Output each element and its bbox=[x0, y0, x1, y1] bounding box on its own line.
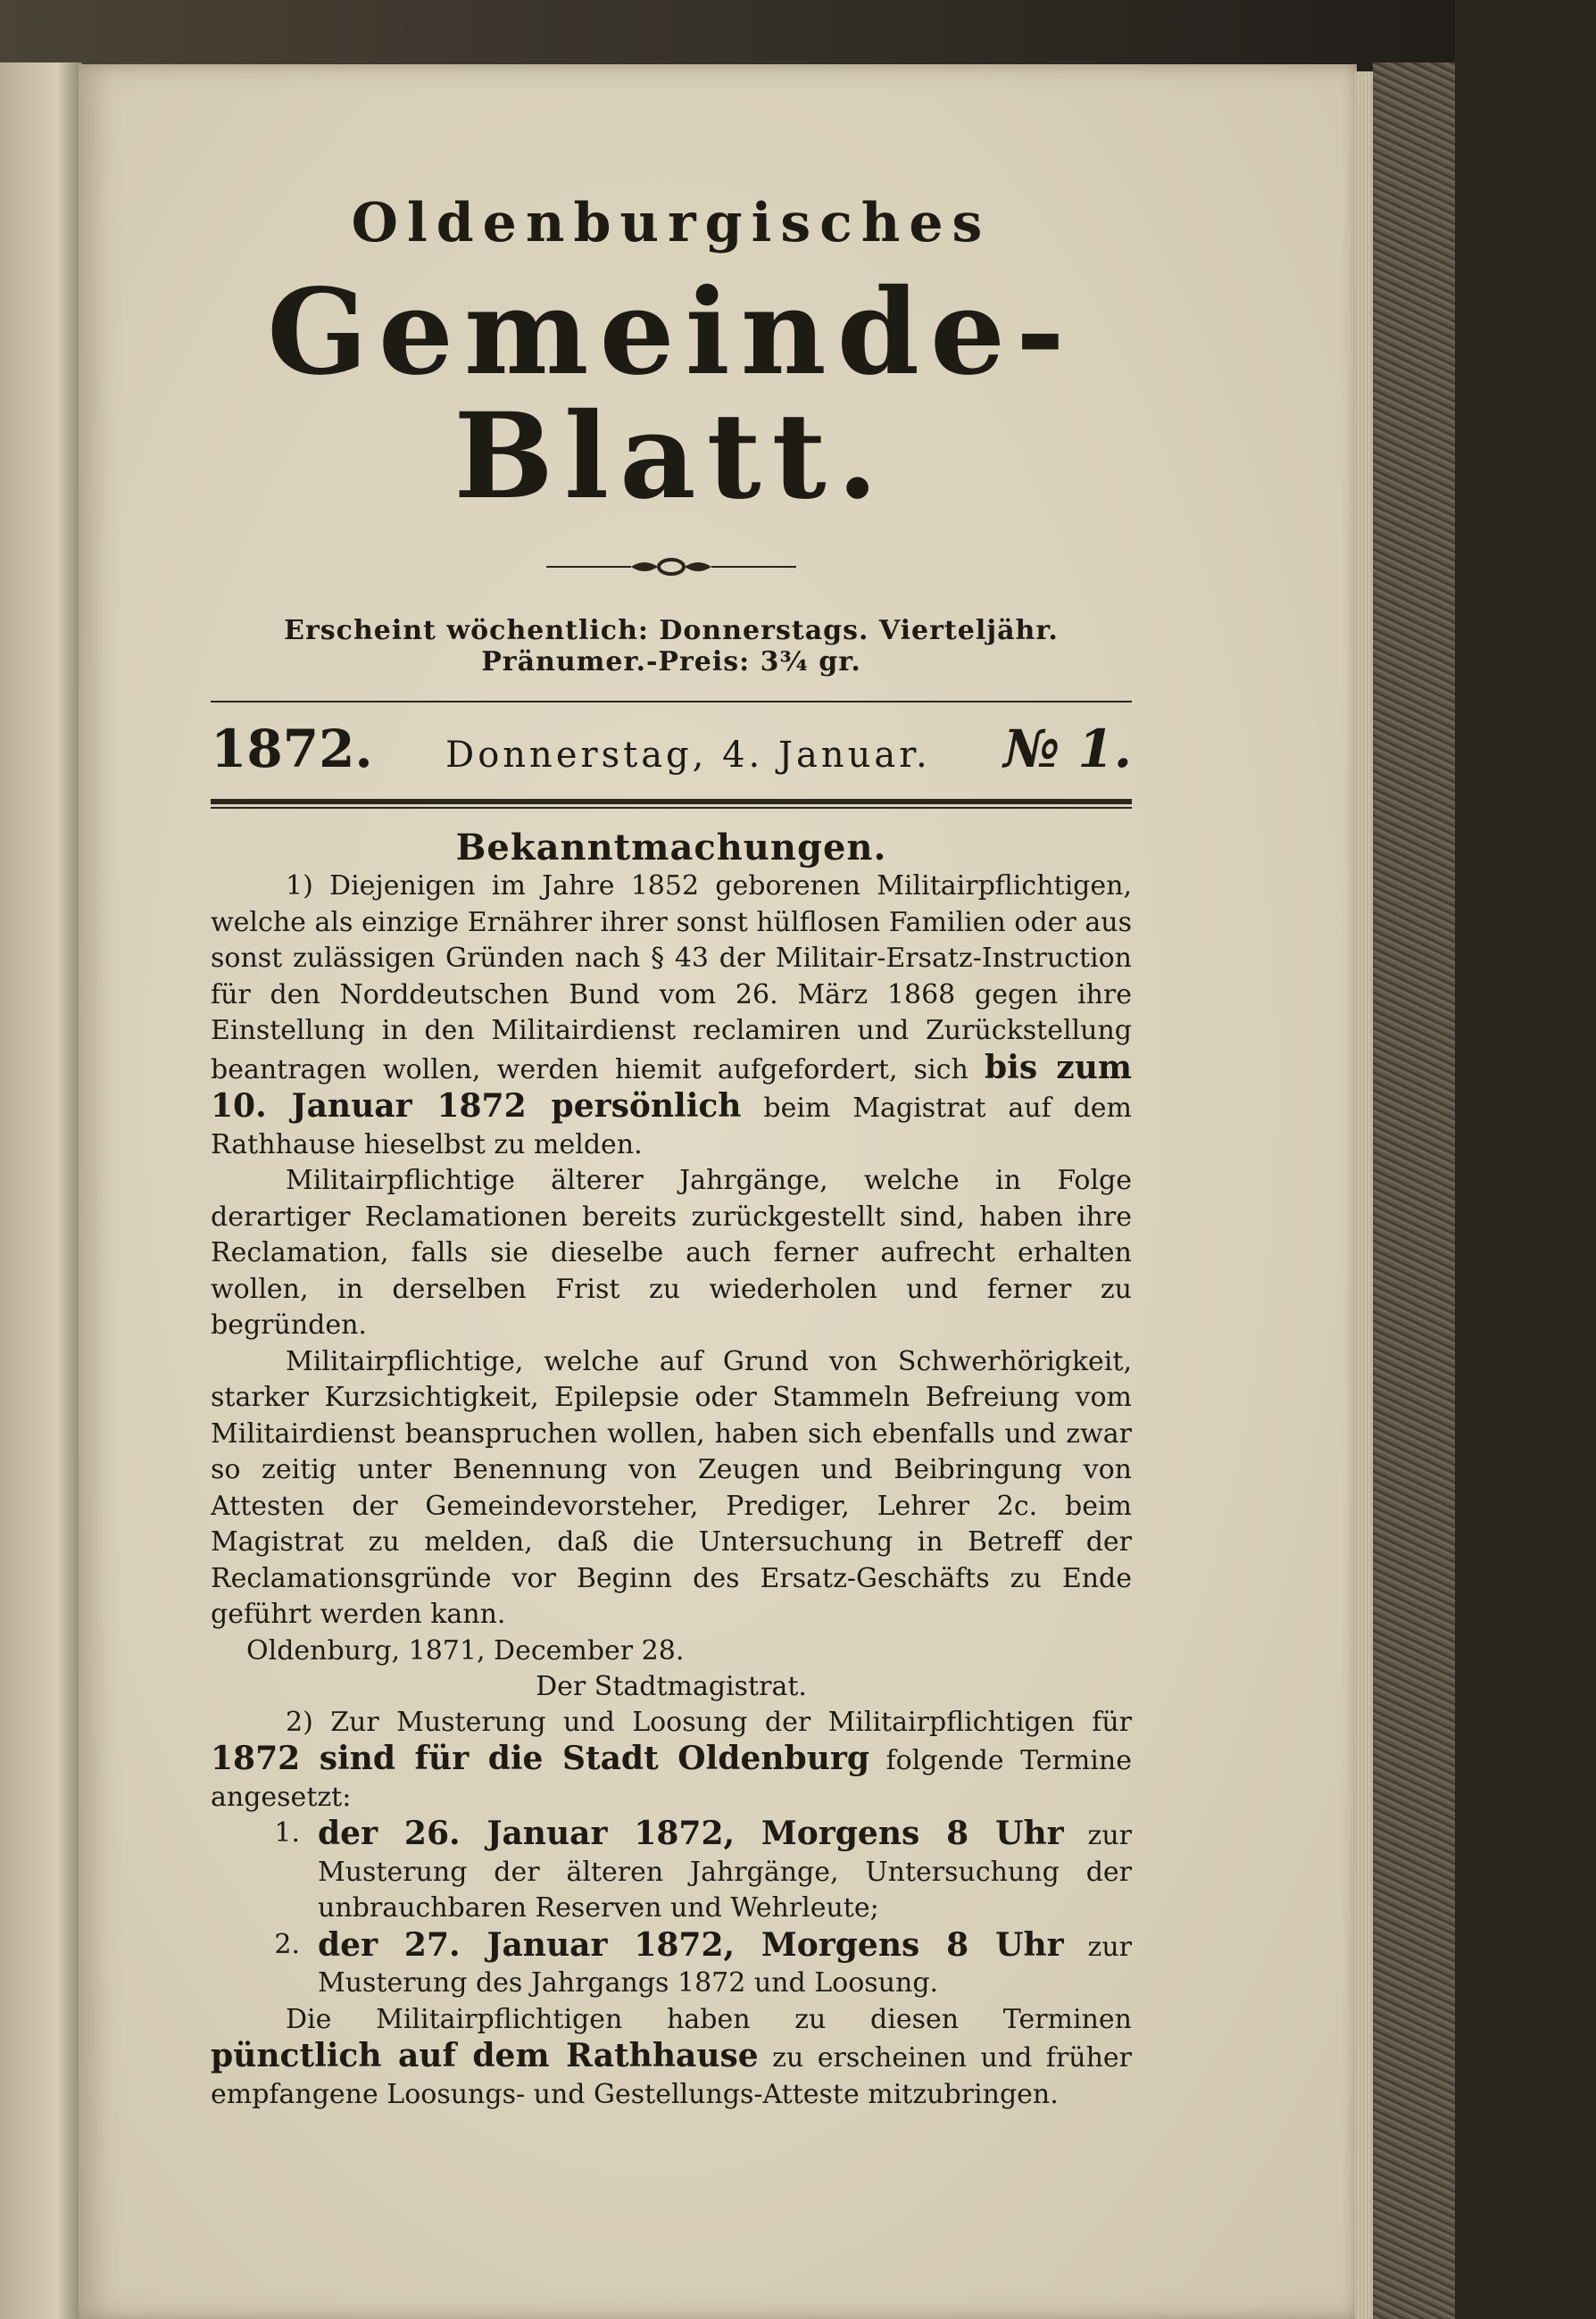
notice-1-text: 1) Diejenigen im Jahre 1852 geborenen Militairpflichtigen, welche als einzige Ernährer ihrer sonst hülflosen Familien oder aus sonst zulässigen Gründen nach § 43 der Militair-Ersatz-Instruction für den Norddeutschen Bund vom 26. März 1868 gegen ihre Einstellung in den Militairdienst reclamiren und Zurückstellung beantragen wollen, werden hiemit aufgefordert, sich bbox=[211, 870, 1132, 1085]
divider-thin-rule bbox=[211, 807, 1132, 809]
term-description: zur Musterung der älteren Jahrgänge, Untersuchung der unbrauchbaren Reserven und Wehrleute; bbox=[318, 1820, 1132, 1924]
subscription-info: Erscheint wöchentlich: Donnerstags. Vierteljähr. Pränumer.-Preis: 3¾ gr. bbox=[284, 615, 1059, 678]
cover-shadow bbox=[1455, 0, 1596, 2319]
issue-number: № 1. bbox=[1003, 719, 1132, 780]
notice-2-intro-text: 2) Zur Musterung und Loosung der Militairpflichtigen für bbox=[286, 1706, 1132, 1738]
issue-year: 1872. bbox=[211, 719, 373, 780]
ornament-divider-icon bbox=[546, 549, 796, 585]
list-item bbox=[211, 1927, 1132, 2002]
book-cover bbox=[1373, 62, 1455, 2319]
notice-2-intro bbox=[211, 1705, 1132, 1816]
term-number: 2. bbox=[274, 1928, 300, 1960]
section-heading: Bekanntmachungen. bbox=[455, 827, 887, 869]
notice-2-intro-end: folgende Termine angesetzt: bbox=[211, 1745, 1132, 1813]
term-number: 1. bbox=[274, 1817, 300, 1849]
newspaper-content bbox=[211, 192, 1133, 2113]
notice-1-paragraph-3: Militairpflichtige, welche auf Grund von Schwerhörigkeit, starker Kurzsichtigkeit, Epilepsie oder Stammeln Befreiung vom Militairdienst beanspruchen wollen, haben sich ebenfalls und zwar so zeitig unter Benennung von Zeugen und Beibringung von Attesten der Gemeindevorsteher, Prediger, Lehrer 2c. beim Magistrat zu melden, daß die Untersuchung in Betreff der Reclamationsgründe vor Beginn des Ersatz-Geschäfts zu Ende geführt werden kann. bbox=[211, 1345, 1132, 1631]
list-item bbox=[211, 1816, 1132, 1927]
term-text bbox=[318, 1927, 1132, 2002]
notice-1-deadline: bis zum 10. Januar 1872 persönlich bbox=[211, 1048, 1132, 1126]
notice-1-signer: Der Stadtmagistrat. bbox=[536, 1670, 807, 1702]
notice-2-closing bbox=[211, 2002, 1132, 2114]
notice-2-closing-highlight: pünctlich auf dem Rathhause bbox=[211, 2037, 759, 2075]
term-description: zur Musterung des Jahrgangs 1872 und Loosung. bbox=[318, 1931, 1132, 1999]
notice-1-text-end: beim Magistrat auf dem Rathhause hieselbst zu melden. bbox=[211, 1093, 1133, 1160]
divider-thick-rule bbox=[211, 799, 1132, 804]
masthead-title: Gemeinde-Blatt. bbox=[267, 263, 1076, 526]
term-date: der 27. Januar 1872, Morgens 8 Uhr bbox=[318, 1925, 1064, 1964]
term-date: der 26. Januar 1872, Morgens 8 Uhr bbox=[318, 1815, 1064, 1853]
divider-rule bbox=[211, 701, 1132, 702]
notice-2-closing-end: zu erscheinen und früher empfangene Loosungs- und Gestellungs-Atteste mitzubringen. bbox=[211, 2042, 1132, 2110]
issue-date: Donnerstag, 4. Januar. bbox=[445, 735, 931, 777]
masthead-subtitle: Oldenburgisches bbox=[351, 192, 992, 254]
notice-1-paragraph-1 bbox=[211, 869, 1132, 1163]
left-page-edge bbox=[0, 62, 82, 2319]
term-text bbox=[318, 1816, 1132, 1927]
notice-2-closing-text: Die Militairpflichtigen haben zu diesen Terminen bbox=[286, 2003, 1132, 2035]
notice-1-place-date: Oldenburg, 1871, December 28. bbox=[246, 1634, 685, 1667]
notice-1-paragraph-2: Militairpflichtige älterer Jahrgänge, welche in Folge derartiger Reclamationen bereits zurückgestellt sind, haben ihre Reclamation, falls sie dieselbe auch ferner aufrecht erhalten wollen, in derselben Frist zu wiederholen und ferner zu begründen. bbox=[211, 1165, 1132, 1342]
notice-2-intro-highlight: 1872 sind für die Stadt Oldenburg bbox=[211, 1740, 870, 1778]
page-stack-edge bbox=[1355, 71, 1373, 2319]
issue-line bbox=[211, 719, 1132, 779]
terms-list bbox=[211, 1816, 1132, 2002]
